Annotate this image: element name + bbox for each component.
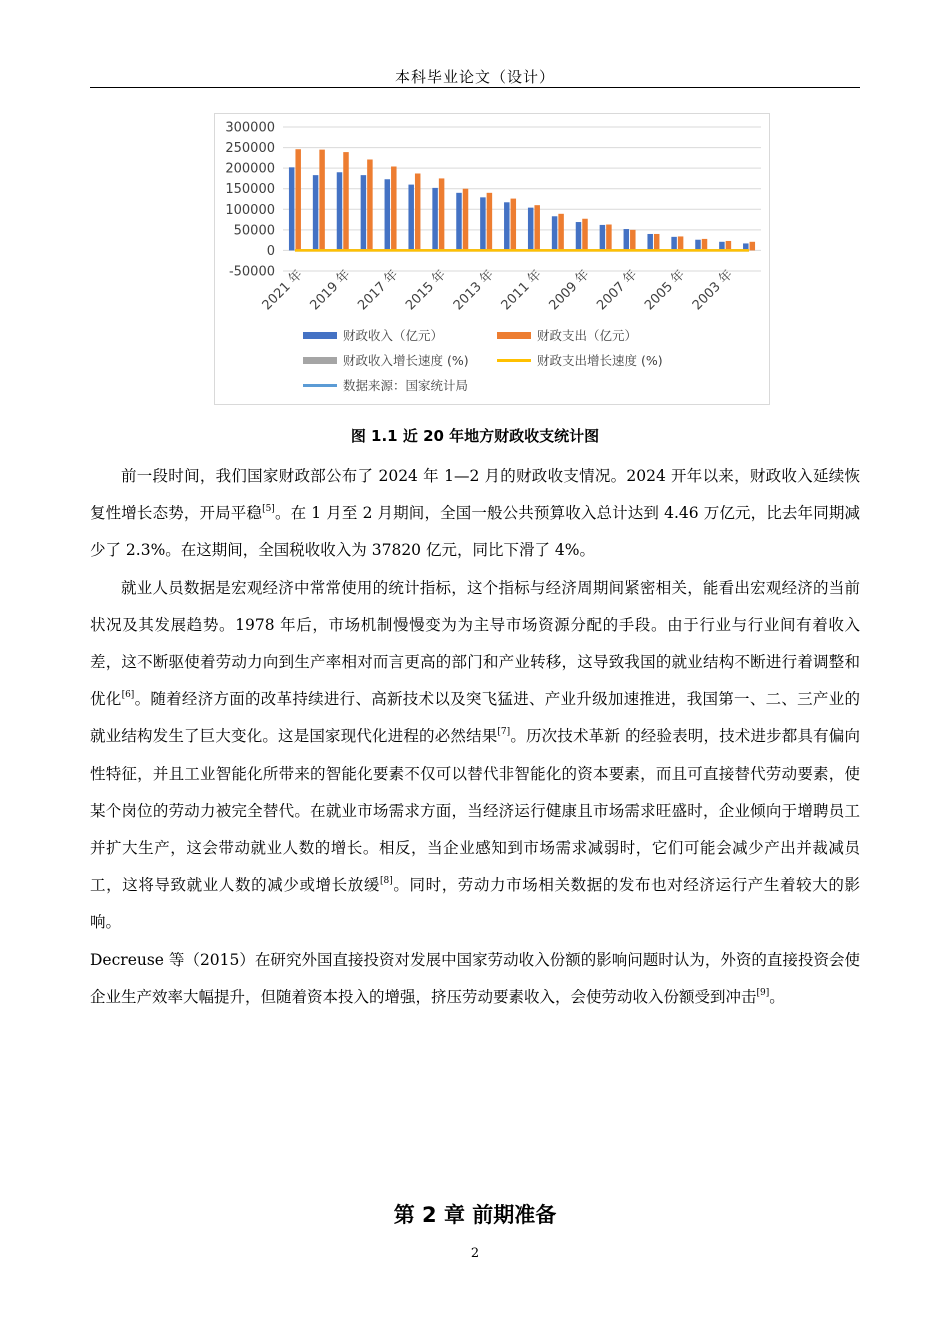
legend-swatch-data-source: [303, 384, 337, 387]
expenditure-bar: [511, 199, 517, 251]
revenue-bar: [385, 179, 391, 250]
legend-swatch-revenue-growth: [303, 357, 337, 364]
revenue-bar: [480, 197, 486, 250]
legend-label-revenue-growth: 财政收入增长速度 (%): [343, 353, 469, 368]
expenditure-bar: [534, 205, 540, 250]
figure-caption: 图 1.1 近 20 年地方财政收支统计图: [350, 427, 600, 445]
chart-canvas: [215, 114, 769, 404]
revenue-bar: [337, 172, 343, 250]
revenue-bar: [528, 208, 534, 251]
expenditure-bar: [463, 189, 469, 251]
paragraph-2: [90, 570, 860, 942]
expenditure-bar: [415, 173, 421, 250]
citation-6: [6]: [121, 690, 135, 701]
expenditure-bar: [582, 219, 588, 251]
revenue-bar: [552, 216, 558, 250]
revenue-bar: [576, 222, 582, 250]
expenditure-bar: [487, 193, 493, 251]
paragraph-1-part-a: 前一段时间，我们国家财政部公布了 2024 年 1—2 月的财政收支情况。2024 开年以来，财政收入延续恢复性增长态势，开局平稳: [90, 467, 860, 523]
revenue-bar: [624, 229, 630, 250]
expenditure-bar: [606, 225, 612, 251]
revenue-bar: [600, 225, 606, 251]
x-tick-label: 2005 年: [642, 267, 689, 314]
legend-item-revenue: [303, 326, 443, 344]
expenditure-bar: [750, 242, 756, 251]
revenue-bar: [432, 188, 438, 251]
expenditure-bar: [702, 239, 708, 251]
body-text: [90, 458, 860, 1016]
revenue-bar: [695, 240, 701, 251]
revenue-bar: [408, 185, 414, 251]
paragraph-2-part-c: 。历次技术革新 的经验表明，技术进步都具有偏向性特征，并且工业智能化所带来的智能化要素不仅可以替代非智能化的资本要素，而且可直接替代劳动要素，使某个岗位的劳动力被完全替代。在就业市场需求方面，当经济运行健康且市场需求旺盛时，企业倾向于增聘员工并扩大生产，这会带动就业人数的增长。相反，当企业感知到市场需求减弱时，它们可能会减少产出并裁减员工，这将导致就业人数的减少或增长放缓: [90, 727, 860, 895]
expenditure-bar: [295, 149, 301, 250]
revenue-bar: [504, 202, 510, 250]
paragraph-3-part-a: Decreuse 等（2015）在研究外国直接投资对发展中国家劳动收入份额的影响问题时认为，外资的直接投资会使企业生产效率大幅提升，但随着资本投入的增强，挤压劳动要素收入，会使劳动收入份额受到冲击: [90, 950, 860, 1006]
x-tick-label: 2007 年: [594, 267, 641, 314]
legend-swatch-revenue: [303, 332, 337, 339]
paragraph-3-part-b: 。: [769, 987, 785, 1006]
paragraph-3: [90, 942, 860, 1016]
revenue-bar: [719, 242, 725, 251]
legend-item-expenditure: [497, 326, 637, 344]
x-tick-label: 2019 年: [307, 267, 354, 314]
y-tick-label: 0: [266, 243, 275, 259]
x-tick-label: 2013 年: [450, 267, 497, 314]
y-tick-label: 100000: [225, 202, 275, 218]
y-tick-label: 250000: [225, 141, 275, 157]
expenditure-bar: [558, 214, 564, 251]
y-tick-label: 150000: [225, 182, 275, 198]
paragraph-2-part-d: 。同时，劳动力市场相关数据的发布也对经济运行产生着较大的影响。: [90, 876, 860, 932]
expenditure-bar: [630, 230, 636, 251]
revenue-expenditure-chart: [214, 113, 770, 405]
legend-swatch-expenditure: [497, 332, 531, 339]
page-header: 本科毕业论文（设计）: [394, 68, 555, 86]
paragraph-2-part-a: 就业人员数据是宏观经济中常常使用的统计指标，这个指标与经济周期间紧密相关，能看出宏观经济的当前状况及其发展趋势。1978 年后，市场机制慢慢变为为主导市场资源分配的手段。由于行业与行业间有着收入差，这不断驱使着劳动力向到生产率相对而言更高的部门和产业转移，这导致我国的就业结构不断进行着调整和优化: [90, 578, 860, 709]
x-tick-label: 2017 年: [355, 267, 402, 314]
citation-9: [9]: [756, 987, 770, 998]
y-tick-label: 50000: [233, 223, 275, 239]
legend-item-data-source: [303, 376, 468, 394]
legend-label-revenue: 财政收入（亿元）: [343, 328, 444, 343]
x-tick-label: 2011 年: [498, 267, 545, 314]
legend-label-expenditure: 财政支出（亿元）: [537, 328, 638, 343]
expenditure-bar: [654, 234, 660, 250]
header-rule: [90, 87, 860, 88]
y-tick-label: 300000: [225, 120, 275, 136]
paragraph-2-part-b: 。随着经济方面的改革持续进行、高新技术以及突飞猛进、产业升级加速推进，我国第一、二、三产业的就业结构发生了巨大变化。这是国家现代化进程的必然结果: [90, 690, 860, 746]
revenue-bar: [671, 237, 677, 251]
expenditure-bar: [439, 178, 445, 250]
expenditure-bar: [391, 166, 397, 250]
paragraph-1: [90, 458, 860, 570]
expenditure-bar: [343, 152, 349, 250]
legend-label-expenditure-growth: 财政支出增长速度 (%): [537, 353, 663, 368]
x-tick-label: 2003 年: [689, 267, 736, 314]
y-tick-label: -50000: [228, 264, 275, 280]
expenditure-bar: [678, 236, 684, 250]
expenditure-bar: [726, 241, 732, 250]
page-number: 2: [470, 1246, 480, 1261]
y-tick-label: 200000: [225, 161, 275, 177]
legend-swatch-expenditure-growth: [497, 359, 531, 362]
revenue-bar: [313, 175, 319, 250]
x-tick-label: 2009 年: [546, 267, 593, 314]
x-tick-label: 2015 年: [403, 267, 450, 314]
expenditure-bar: [319, 150, 325, 251]
x-tick-label: 2021 年: [259, 267, 306, 314]
revenue-bar: [361, 175, 367, 250]
expenditure-bar: [367, 160, 373, 251]
revenue-bar: [289, 167, 295, 250]
paragraph-1-part-b: 。在 1 月至 2 月期间，全国一般公共预算收入总计达到 4.46 万亿元，比去年同期减少了 2.3%。在这期间，全国税收收入为 37820 亿元，同比下滑了 4%。: [90, 504, 860, 560]
citation-7: [7]: [497, 727, 511, 738]
legend-item-expenditure-growth: [497, 351, 663, 369]
revenue-bar: [456, 193, 462, 251]
legend-item-revenue-growth: [303, 351, 469, 369]
chapter-title: 第 2 章 前期准备: [393, 1203, 557, 1227]
citation-5: [5]: [262, 504, 275, 515]
legend-label-data-source: 数据来源：国家统计局: [343, 378, 469, 393]
revenue-bar: [647, 234, 653, 250]
citation-8: [8]: [380, 876, 393, 887]
